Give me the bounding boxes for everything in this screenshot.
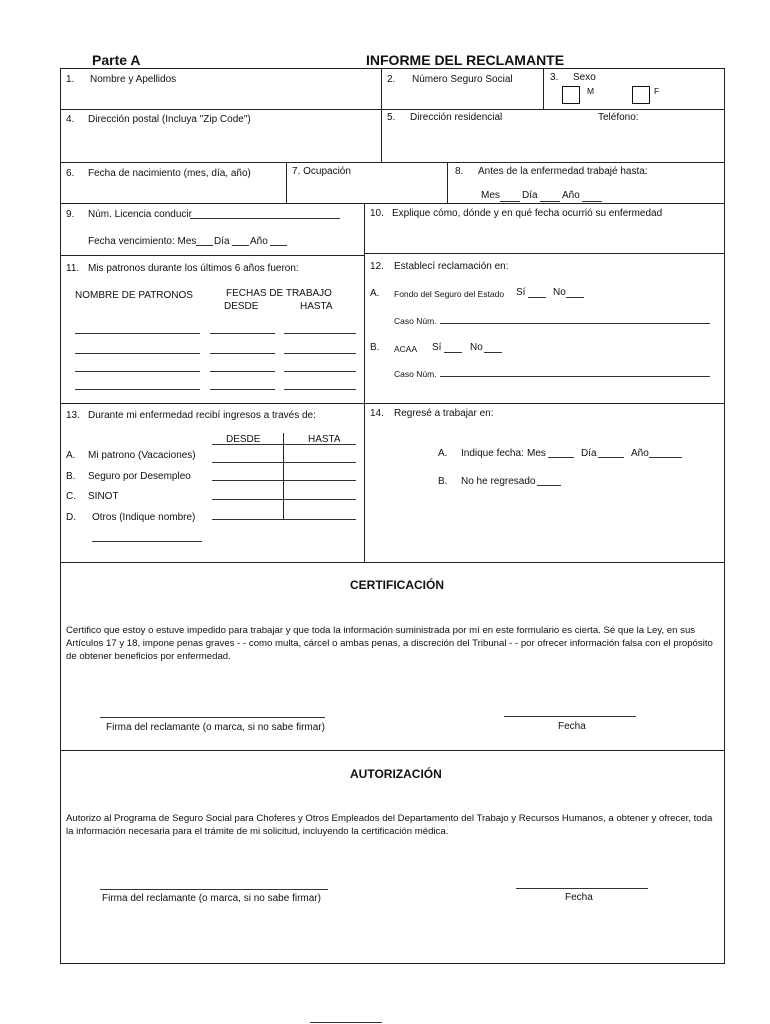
employer-line[interactable] [75, 389, 200, 390]
certification-signature-label: Firma del reclamante (o marca, si no sabe firmar) [106, 722, 325, 733]
field-occupation-label: 7. Ocupación [292, 166, 351, 177]
employer-from-line[interactable] [210, 371, 275, 372]
authorization-signature-label: Firma del reclamante (o marca, si no sabe firmar) [102, 893, 321, 904]
employer-line[interactable] [75, 333, 200, 334]
employers-col-name: NOMBRE DE PATRONOS [75, 290, 193, 301]
field-birth-label: Fecha de nacimiento (mes, día, año) [88, 168, 251, 179]
claim-b-no-label: No [470, 342, 483, 353]
license-year-line[interactable] [270, 245, 287, 246]
sex-f-label: F [654, 86, 660, 96]
claim-a-label: Fondo del Seguro del Estado [394, 289, 505, 299]
authorization-date-line[interactable] [516, 888, 648, 889]
return-b-line[interactable] [537, 485, 561, 486]
employer-line[interactable] [75, 371, 200, 372]
certification-text: Certifico que estoy o estuve impedido para trabajar y que toda la información suministrada por mí en este formulario es cierta. Sé que la Ley, en sus Artículos 17 y 18, impone penas graves - - como multa, cárcel o ambas penas, a discreción del Tribunal - - por ofrecer información falsa con el propósito de obtener beneficios por enfermedad. [66, 625, 713, 662]
field-explain-label: Explique cómo, dónde y en qué fecha ocurrió su enfermedad [392, 208, 663, 219]
claim-b-yes-line[interactable] [444, 352, 462, 353]
certification-title: CERTIFICACIÓN [350, 578, 444, 592]
income-d-letter: D. [66, 512, 76, 523]
field-claim-label: Establecí reclamación en: [394, 261, 509, 272]
license-exp-label: Fecha vencimiento: Mes [88, 236, 197, 247]
income-col-from: DESDE [226, 434, 261, 445]
field-phone-label: Teléfono: [598, 112, 639, 123]
field-ssn-label: Número Seguro Social [412, 74, 513, 85]
field-postal-label: Dirección postal (Incluya "Zip Code") [88, 114, 251, 125]
employer-from-line[interactable] [210, 353, 275, 354]
return-month-line[interactable] [548, 457, 574, 458]
return-day-label: Día [581, 448, 597, 459]
claim-b-case-line[interactable] [440, 376, 710, 377]
claim-b-case-label: Caso Núm. [394, 369, 437, 379]
income-b-letter: B. [66, 471, 76, 482]
income-a-line[interactable] [212, 462, 356, 463]
return-year-line[interactable] [649, 457, 682, 458]
income-col-to: HASTA [308, 434, 341, 445]
authorization-title: AUTORIZACIÓN [350, 767, 442, 781]
sex-m-label: M [587, 86, 595, 96]
license-month-line[interactable] [196, 245, 213, 246]
f8-month-line[interactable] [500, 201, 520, 202]
f8-year-label: Año [562, 190, 580, 201]
return-b-label: No he regresado [461, 476, 536, 487]
employer-from-line[interactable] [210, 389, 275, 390]
field-2-number: 2. [387, 74, 396, 85]
claim-a-case-line[interactable] [440, 323, 710, 324]
income-col-divider [283, 433, 284, 519]
claim-a-letter: A. [370, 288, 380, 299]
certification-date-label: Fecha [558, 721, 586, 732]
claim-b-no-line[interactable] [484, 352, 502, 353]
income-a-label: Mi patrono (Vacaciones) [88, 450, 196, 461]
return-year-label: Año [631, 448, 649, 459]
license-day-label: Día [214, 236, 230, 247]
employers-col-to: HASTA [300, 301, 333, 312]
authorization-signature-line[interactable] [100, 889, 328, 890]
employer-line[interactable] [75, 353, 200, 354]
claim-a-no-line[interactable] [566, 297, 584, 298]
field-6-number: 6. [66, 168, 75, 179]
income-c-label: SINOT [88, 491, 119, 502]
field-14-number: 14. [370, 408, 384, 419]
field-13-number: 13. [66, 410, 80, 421]
footer-rule [310, 1022, 382, 1023]
field-sex-label: Sexo [573, 72, 596, 83]
employer-to-line[interactable] [284, 333, 356, 334]
license-line[interactable] [190, 218, 340, 219]
claim-b-yes-label: Sí [432, 342, 442, 353]
field-residence-label: Dirección residencial [410, 112, 503, 123]
certification-signature-line[interactable] [100, 717, 325, 718]
employer-to-line[interactable] [284, 371, 356, 372]
income-header-line [212, 444, 356, 445]
field-8-number: 8. [455, 166, 464, 177]
field-worked-until-label: Antes de la enfermedad trabajé hasta: [478, 166, 648, 177]
claim-a-yes-line[interactable] [528, 297, 546, 298]
form-title: INFORME DEL RECLAMANTE [366, 52, 565, 68]
certification-date-line[interactable] [504, 716, 636, 717]
field-return-label: Regresé a trabajar en: [394, 408, 494, 419]
claim-b-label: ACAA [394, 344, 418, 354]
authorization-text: Autorizo al Programa de Seguro Social para Choferes y Otros Empleados del Departamento del Trabajo y Recursos Humanos, a obtener y ofrecer, toda la información necesaria para el trámite de mi solicitud, incluyendo la certificación médica. [66, 813, 713, 837]
income-b-line[interactable] [212, 480, 356, 481]
income-d-line[interactable] [212, 519, 356, 520]
income-d-label: Otros (Indique nombre) [92, 512, 196, 523]
part-label: Parte A [92, 52, 141, 68]
employer-to-line[interactable] [284, 353, 356, 354]
f8-day-line[interactable] [540, 201, 560, 202]
return-b-letter: B. [438, 476, 448, 487]
field-4-number: 4. [66, 114, 75, 125]
license-year-label: Año [250, 236, 268, 247]
field-10-number: 10. [370, 208, 384, 219]
income-c-line[interactable] [212, 499, 356, 500]
field-5-number: 5. [387, 112, 396, 123]
claim-b-letter: B. [370, 342, 380, 353]
field-income-label: Durante mi enfermedad recibí ingresos a través de: [88, 410, 316, 421]
employer-from-line[interactable] [210, 333, 275, 334]
field-3-number: 3. [550, 72, 559, 83]
income-other-name-line[interactable] [92, 541, 202, 542]
income-b-label: Seguro por Desempleo [88, 471, 191, 482]
field-license-label: Núm. Licencia conducir [88, 209, 192, 220]
income-a-letter: A. [66, 450, 76, 461]
return-a-letter: A. [438, 448, 448, 459]
field-name-label: Nombre y Apellidos [90, 74, 177, 85]
field-employers-label: Mis patronos durante los últimos 6 años fueron: [88, 263, 299, 274]
authorization-date-label: Fecha [565, 892, 593, 903]
field-12-number: 12. [370, 261, 384, 272]
sex-f-checkbox[interactable] [632, 86, 650, 104]
return-month-label: Mes [527, 448, 546, 459]
f8-day-label: Día [522, 190, 538, 201]
field-9-number: 9. [66, 209, 75, 220]
f8-month-label: Mes [481, 190, 500, 201]
sex-m-checkbox[interactable] [562, 86, 580, 104]
income-c-letter: C. [66, 491, 76, 502]
employer-to-line[interactable] [284, 389, 356, 390]
return-day-line[interactable] [598, 457, 624, 458]
field-1-number: 1. [66, 74, 75, 85]
f8-year-line[interactable] [582, 201, 602, 202]
claim-a-no-label: No [553, 287, 566, 298]
claim-a-yes-label: Sí [516, 287, 526, 298]
license-day-line[interactable] [232, 245, 249, 246]
return-a-label: Indique fecha: [461, 448, 524, 459]
employers-col-from: DESDE [224, 301, 259, 312]
field-11-number: 11. [66, 263, 80, 274]
claim-a-case-label: Caso Núm. [394, 316, 437, 326]
employers-col-dates: FECHAS DE TRABAJO [226, 288, 332, 299]
